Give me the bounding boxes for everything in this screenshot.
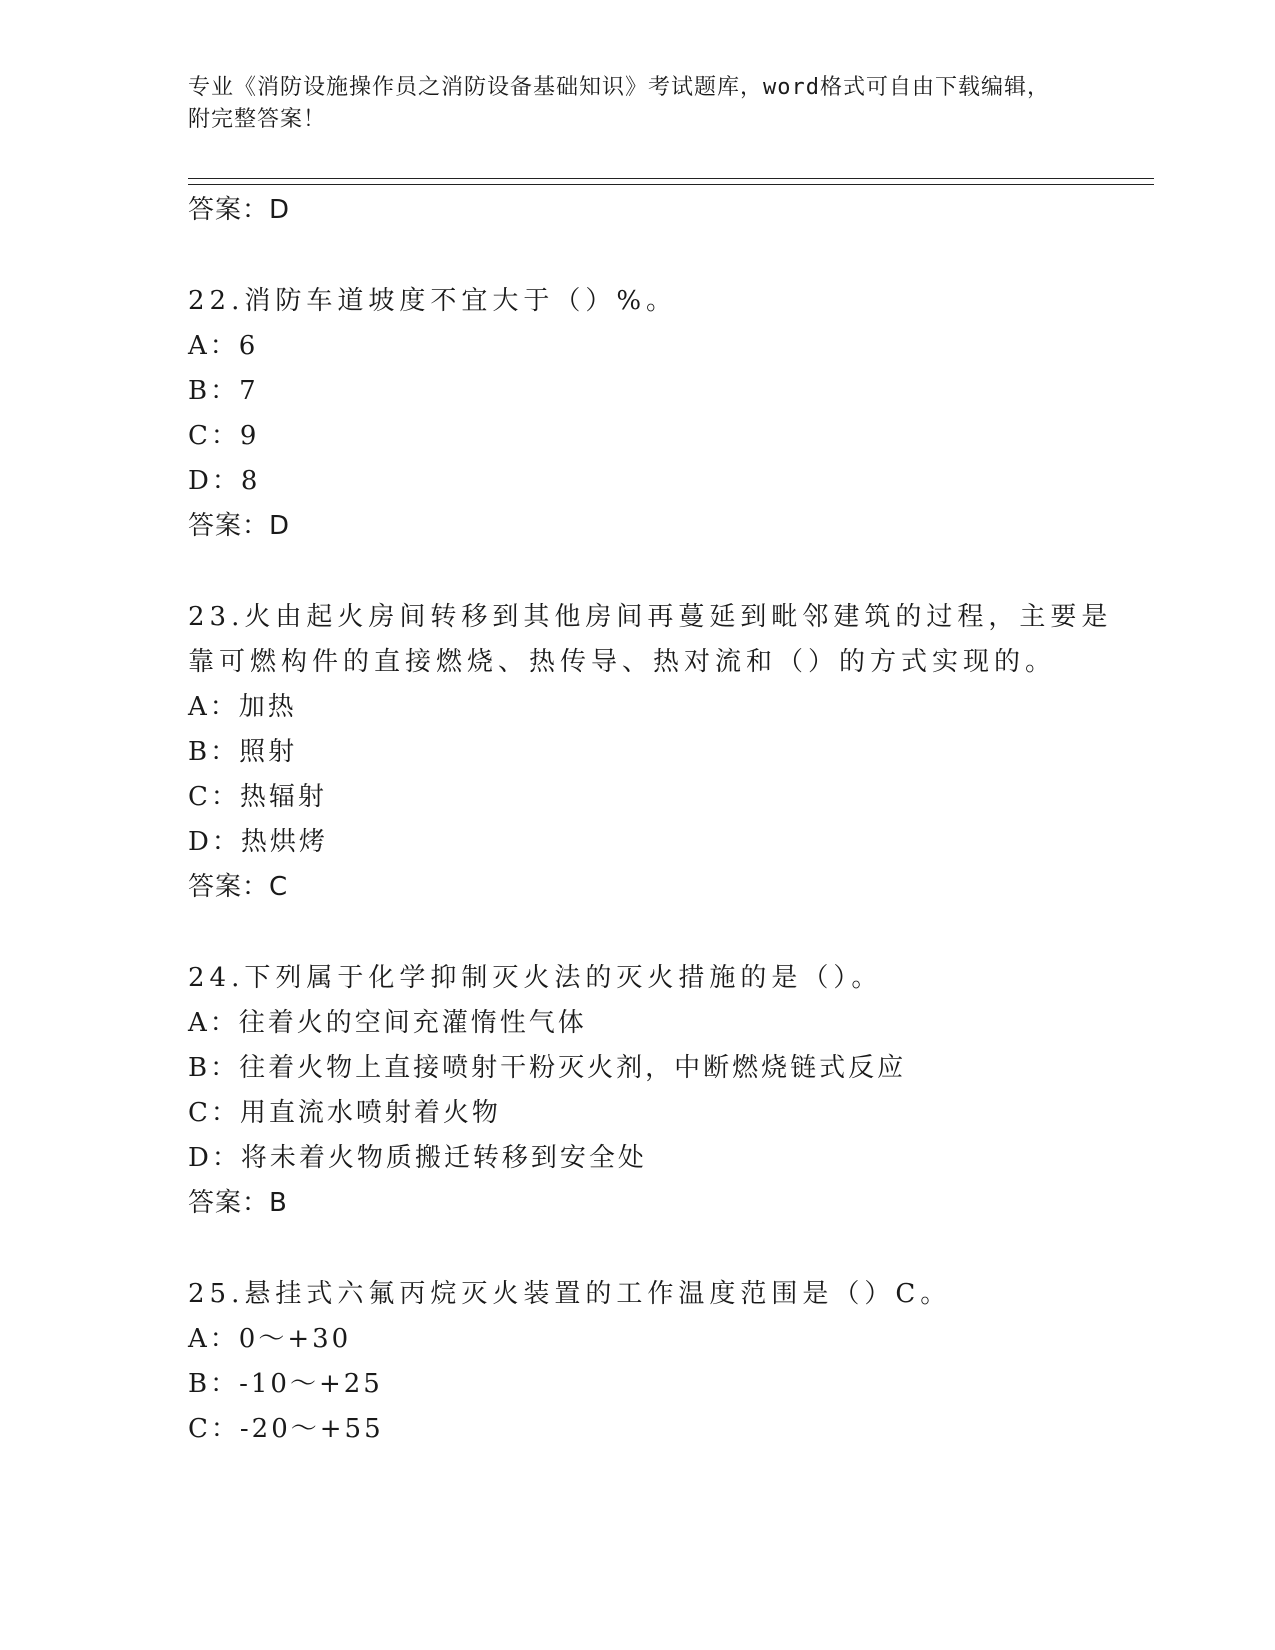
question-24 (188, 956, 1128, 1226)
question-stem: 22.消防车道坡度不宜大于（）%。 (188, 286, 678, 316)
question-stem: 25.悬挂式六氟丙烷灭火装置的工作温度范围是（）C。 (188, 1279, 952, 1309)
option-c: C：9 (188, 421, 260, 451)
option-d: D：热烘烤 (188, 827, 328, 857)
question-22 (188, 279, 1128, 549)
option-d: D：将未着火物质搬迁转移到安全处 (188, 1143, 647, 1173)
header-divider-bottom (188, 184, 1154, 185)
question-list (188, 188, 1128, 1452)
answer-line: 答案：C (188, 872, 289, 902)
option-b: B：往着火物上直接喷射干粉灭火剂，中断燃烧链式反应 (188, 1053, 907, 1083)
option-b: B：7 (188, 376, 259, 406)
option-a: A：6 (188, 331, 259, 361)
option-c: C：热辐射 (188, 782, 327, 812)
option-a: A：加热 (188, 692, 297, 722)
header-divider-top (188, 178, 1154, 179)
question-23 (188, 595, 1128, 910)
option-c: C：-20～+55 (188, 1414, 384, 1444)
option-a: A：0～+30 (188, 1324, 352, 1354)
answer-line: 答案：B (188, 1188, 288, 1218)
option-d: D：8 (188, 466, 261, 496)
question-stem: 23.火由起火房间转移到其他房间再蔓延到毗邻建筑的过程，主要是靠可燃构件的直接燃烧、热传导、热对流和（）的方式实现的。 (188, 602, 1113, 677)
option-a: A：往着火的空间充灌惰性气体 (188, 1008, 587, 1038)
document-header: 专业《消防设施操作员之消防设备基础知识》考试题库，word格式可自由下载编辑，附完整答案！ (188, 75, 1050, 132)
question-25 (188, 1272, 1128, 1452)
answer-line: 答案：D (188, 511, 291, 541)
option-c: C：用直流水喷射着火物 (188, 1098, 501, 1128)
option-b: B：照射 (188, 737, 298, 767)
answer-line: 答案：D (188, 195, 291, 225)
question-stem: 24.下列属于化学抑制灭火法的灭火措施的是（）。 (188, 963, 883, 993)
option-b: B：-10～+25 (188, 1369, 383, 1399)
